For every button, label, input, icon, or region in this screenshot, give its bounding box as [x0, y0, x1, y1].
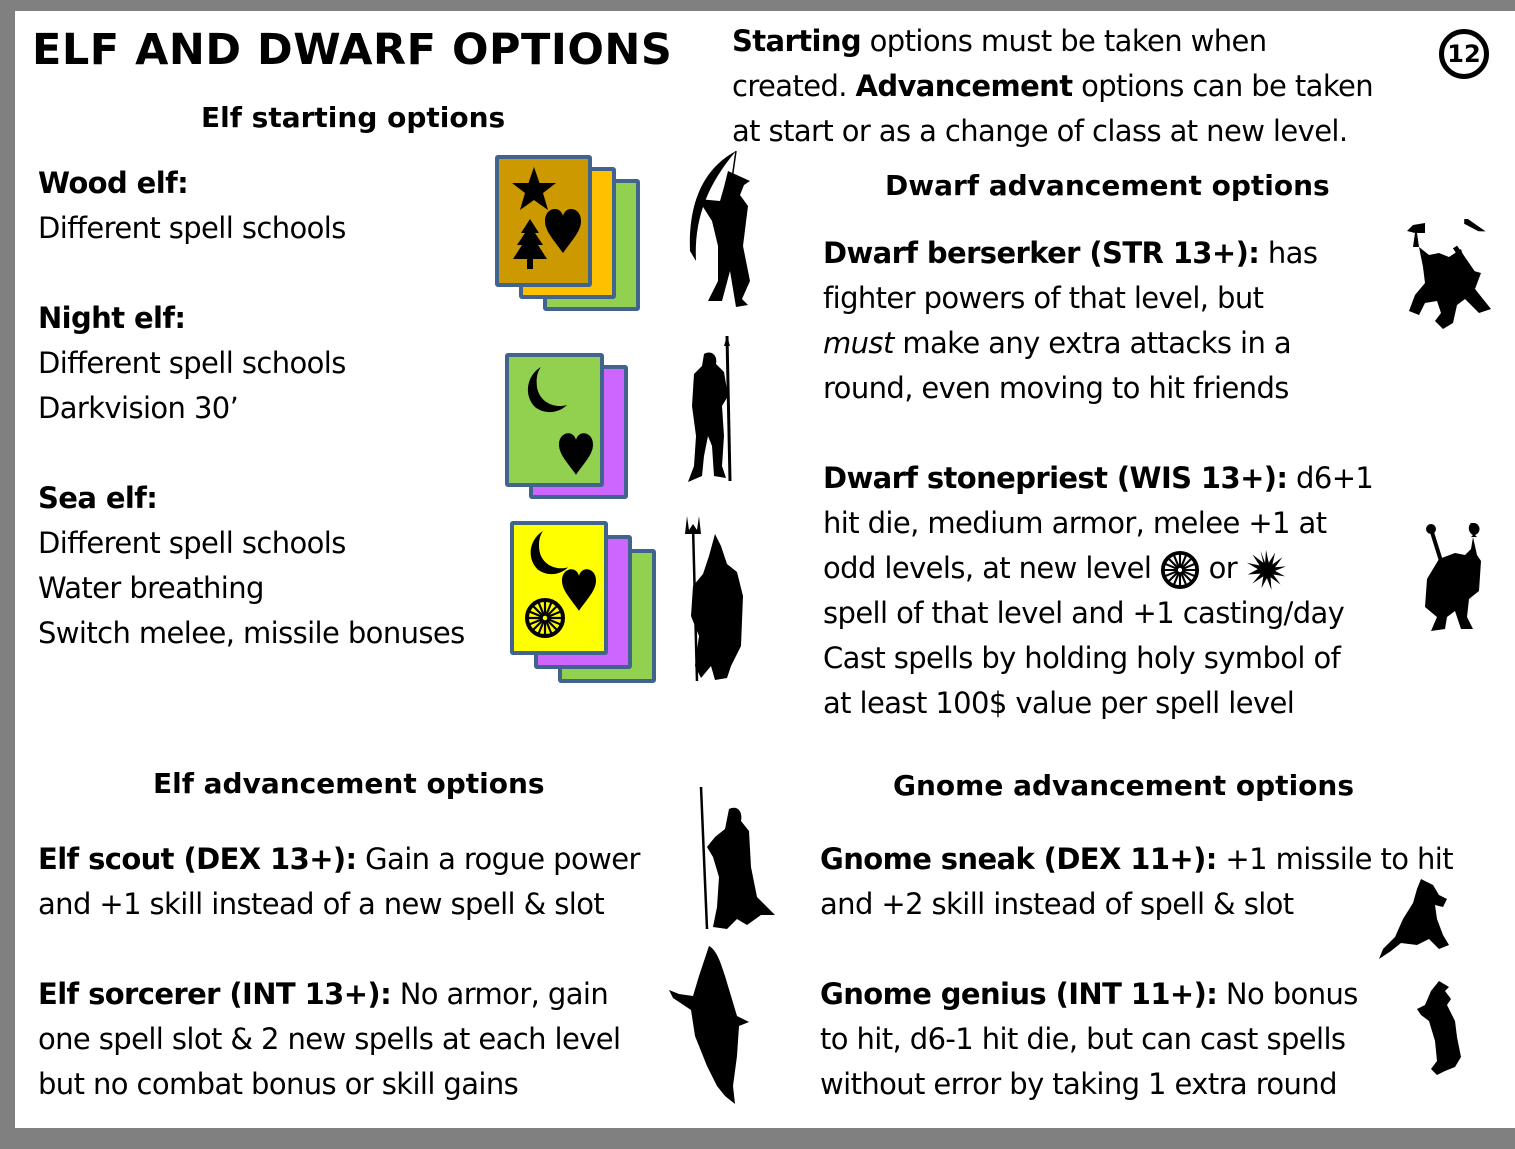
intro-line1: options must be taken when: [861, 24, 1267, 58]
moon-icon: [523, 367, 567, 413]
heart-icon: [562, 569, 596, 611]
dwarf-stonepriest-line-6: at least 100$ value per spell level: [823, 686, 1295, 720]
elf-trident-silhouette: [675, 516, 750, 686]
elf-scout-line-2: and +1 skill instead of a new spell & slot: [38, 887, 605, 921]
intro-line3: at start or as a change of class at new level.: [732, 114, 1348, 148]
gnome-sneak-line-2: and +2 skill instead of spell & slot: [820, 887, 1294, 921]
dwarf-stonepriest-line-1: d6+1: [1287, 461, 1374, 495]
intro-starting-term: Starting: [732, 24, 862, 58]
heart-icon: [545, 209, 581, 253]
intro-line2-start: created.: [732, 69, 856, 103]
sea-elf-option: [38, 476, 465, 656]
dwarf-stonepriest-line-4: spell of that level and +1 casting/day: [823, 596, 1345, 630]
night-elf-option: [38, 296, 346, 431]
wood-elf-line: Different spell schools: [38, 211, 346, 245]
elf-sorcerer-option: [38, 972, 621, 1107]
dwarf-berserker-name: Dwarf berserker (STR 13+):: [823, 236, 1260, 270]
page-title: ELF AND DWARF OPTIONS: [32, 25, 673, 75]
wood-elf-spell-cards: [495, 155, 640, 311]
dwarf-berserker-silhouette: [1395, 219, 1495, 329]
elf-scout-name: Elf scout (DEX 13+):: [38, 842, 357, 876]
elf-sorcerer-line-3: but no combat bonus or skill gains: [38, 1067, 519, 1101]
night-elf-line-2: Darkvision 30’: [38, 391, 239, 425]
wood-elf-option: [38, 161, 346, 251]
dwarf-stonepriest-line-3: odd levels, at new level: [823, 551, 1160, 585]
dwarf-berserker-option: [823, 231, 1317, 411]
heart-icon: [559, 433, 593, 475]
gnome-sneak-option: [820, 837, 1453, 927]
dwarf-stonepriest-line-2: hit die, medium armor, melee +1 at: [823, 506, 1327, 540]
sea-elf-line-3: Switch melee, missile bonuses: [38, 616, 465, 650]
page-number: 12: [1447, 40, 1481, 68]
dwarf-stonepriest-option: [823, 456, 1373, 726]
elf-advancement-heading: Elf advancement options: [153, 767, 545, 800]
card-green: [505, 353, 604, 487]
dwarf-stonepriest-line-5: Cast spells by holding holy symbol of: [823, 641, 1341, 675]
night-elf-spell-cards: [505, 353, 628, 499]
elf-scout-option: [38, 837, 640, 927]
sea-elf-line-2: Water breathing: [38, 571, 264, 605]
page: [15, 11, 1515, 1128]
page-number-badge: [1439, 29, 1489, 79]
dwarf-stonepriest-or: or: [1199, 551, 1246, 585]
elf-sorcerer-line-1: No armor, gain: [391, 977, 609, 1011]
sea-elf-spell-cards: [510, 521, 656, 683]
dwarf-berserker-line-4: round, even moving to hit friends: [823, 371, 1289, 405]
elf-spearman-silhouette: [680, 336, 740, 486]
star-icon: [511, 167, 557, 211]
gnome-sneak-silhouette: [1377, 879, 1467, 961]
gnome-genius-line-1: No bonus: [1217, 977, 1358, 1011]
wood-elf-name: Wood elf:: [38, 166, 189, 200]
card-yellow: [510, 521, 608, 655]
elf-sorcerer-name: Elf sorcerer (INT 13+):: [38, 977, 392, 1011]
dwarf-berserker-line-2: fighter powers of that level, but: [823, 281, 1264, 315]
gnome-genius-line-2: to hit, d6-1 hit die, but can cast spells: [820, 1022, 1346, 1056]
gnome-genius-silhouette: [1415, 981, 1465, 1076]
gnome-genius-line-3: without error by taking 1 extra round: [820, 1067, 1337, 1101]
dwarf-berserker-line-3: make any extra attacks in a: [893, 326, 1292, 360]
wheel-icon: [1160, 550, 1200, 590]
tree-icon: [513, 219, 547, 269]
elf-sorcerer-silhouette: [665, 946, 755, 1106]
dwarf-berserker-line-1: has: [1259, 236, 1318, 270]
gnome-sneak-line-1: +1 missile to hit: [1216, 842, 1454, 876]
gnome-genius-name: Gnome genius (INT 11+):: [820, 977, 1218, 1011]
dwarf-stonepriest-name: Dwarf stonepriest (WIS 13+):: [823, 461, 1288, 495]
wheel-icon: [524, 597, 566, 639]
night-elf-line-1: Different spell schools: [38, 346, 346, 380]
elf-scout-silhouette: [687, 787, 777, 937]
gnome-advancement-heading: Gnome advancement options: [893, 769, 1355, 802]
starburst-icon: [1246, 550, 1286, 590]
elf-sorcerer-line-2: one spell slot & 2 new spells at each level: [38, 1022, 621, 1056]
sea-elf-line-1: Different spell schools: [38, 526, 346, 560]
night-elf-name: Night elf:: [38, 301, 186, 335]
card-dark-gold: [495, 155, 592, 287]
gnome-genius-option: [820, 972, 1358, 1107]
elf-archer-silhouette: [678, 151, 763, 309]
dwarf-priest-silhouette: [1419, 521, 1487, 633]
elf-scout-line-1: Gain a rogue power: [356, 842, 640, 876]
intro-line2: options can be taken: [1072, 69, 1374, 103]
intro-advancement-term: Advancement: [855, 69, 1073, 103]
elf-starting-heading: Elf starting options: [201, 101, 506, 134]
gnome-sneak-name: Gnome sneak (DEX 11+):: [820, 842, 1217, 876]
intro-paragraph: [732, 19, 1373, 154]
sea-elf-name: Sea elf:: [38, 481, 158, 515]
dwarf-advancement-heading: Dwarf advancement options: [885, 169, 1330, 202]
dwarf-berserker-must: must: [823, 326, 894, 360]
